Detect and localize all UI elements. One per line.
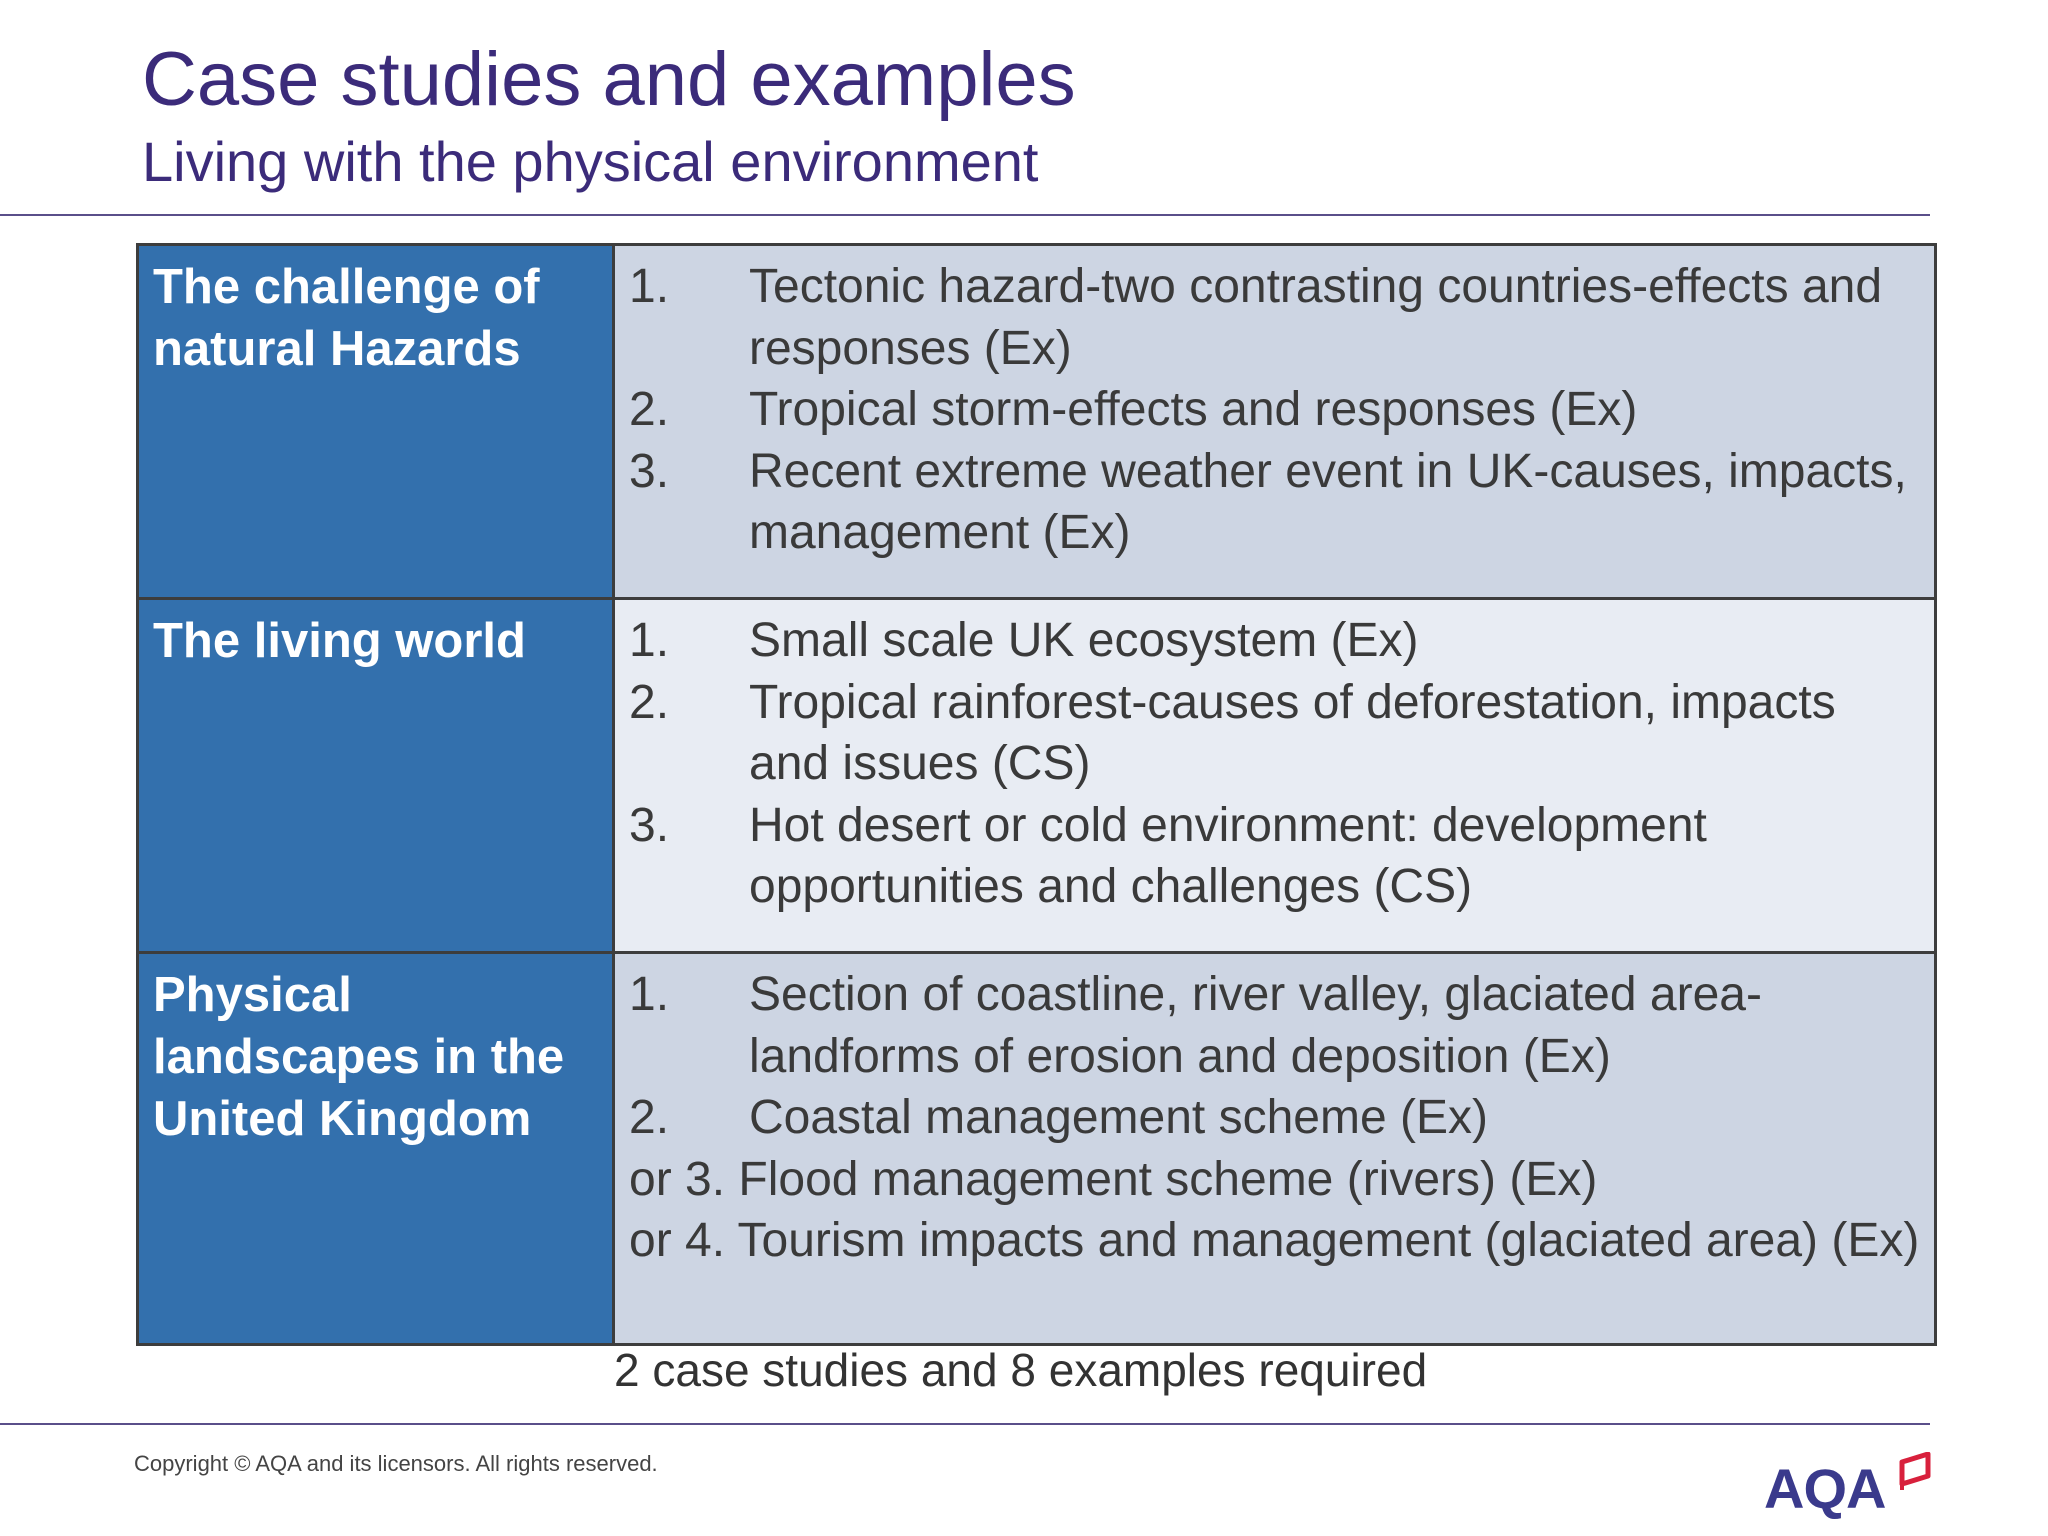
row-items (614, 953, 1936, 1345)
list-item (629, 964, 1920, 1087)
item-text: Coastal management scheme (Ex) (749, 1091, 1488, 1144)
list-item (629, 1210, 1920, 1272)
row-items (614, 245, 1936, 599)
list-item (629, 1087, 1920, 1149)
item-text: Tourism impacts and management (glaciated area) (Ex) (737, 1214, 1920, 1267)
item-number: 1. (629, 260, 670, 313)
item-text: Recent extreme weather event in UK-causes, impacts, management (Ex) (749, 444, 1907, 559)
aqa-logo (1764, 1452, 1934, 1520)
header-divider (0, 214, 1930, 216)
item-text: Small scale UK ecosystem (Ex) (749, 614, 1419, 667)
list-item (629, 441, 1920, 564)
item-number: or 4. (629, 1214, 726, 1267)
item-text: Hot desert or cold environment: development opportunities and challenges (CS) (749, 798, 1707, 913)
row-items (614, 599, 1936, 953)
table-row (138, 953, 1936, 1345)
table-row (138, 245, 1936, 599)
list-item (629, 672, 1920, 795)
item-number: 2. (629, 675, 670, 729)
list-item (629, 795, 1920, 918)
item-number: 3. (629, 444, 670, 498)
item-text: Tropical storm-effects and responses (Ex) (749, 383, 1638, 436)
item-number: 3. (629, 798, 670, 852)
page-title: Case studies and examples (142, 37, 1076, 122)
item-number: or 3. (629, 1152, 726, 1206)
item-number: 1. (629, 614, 670, 667)
list-item (629, 610, 1920, 672)
item-text: Section of coastline, river valley, glaciated area-landforms of erosion and deposition (Ex) (749, 968, 1762, 1083)
copyright-text: Copyright © AQA and its licensors. All rights reserved. (134, 1451, 658, 1476)
page-subtitle: Living with the physical environment (142, 130, 1039, 193)
row-heading: Physical landscapes in the United Kingdom (138, 953, 614, 1345)
list-item (629, 1149, 1920, 1211)
list-item (629, 379, 1920, 441)
item-text: Tectonic hazard-two contrasting countries-effects and responses (Ex) (749, 260, 1883, 375)
requirements-note: 2 case studies and 8 examples required (614, 1344, 1428, 1396)
item-number: 2. (629, 1091, 670, 1144)
row-heading: The challenge of natural Hazards (138, 245, 614, 599)
case-studies-table (136, 243, 1937, 1346)
footer-divider (0, 1423, 1930, 1425)
item-number: 2. (629, 383, 670, 436)
logo-text: AQA (1764, 1457, 1886, 1520)
item-text: Flood management scheme (rivers) (Ex) (738, 1152, 1598, 1206)
flag-icon (1898, 1452, 1932, 1492)
table-row (138, 599, 1936, 953)
item-text: Tropical rainforest-causes of deforestation, impacts and issues (CS) (749, 675, 1836, 790)
row-heading: The living world (138, 599, 614, 953)
list-item (629, 256, 1920, 379)
item-number: 1. (629, 968, 670, 1021)
